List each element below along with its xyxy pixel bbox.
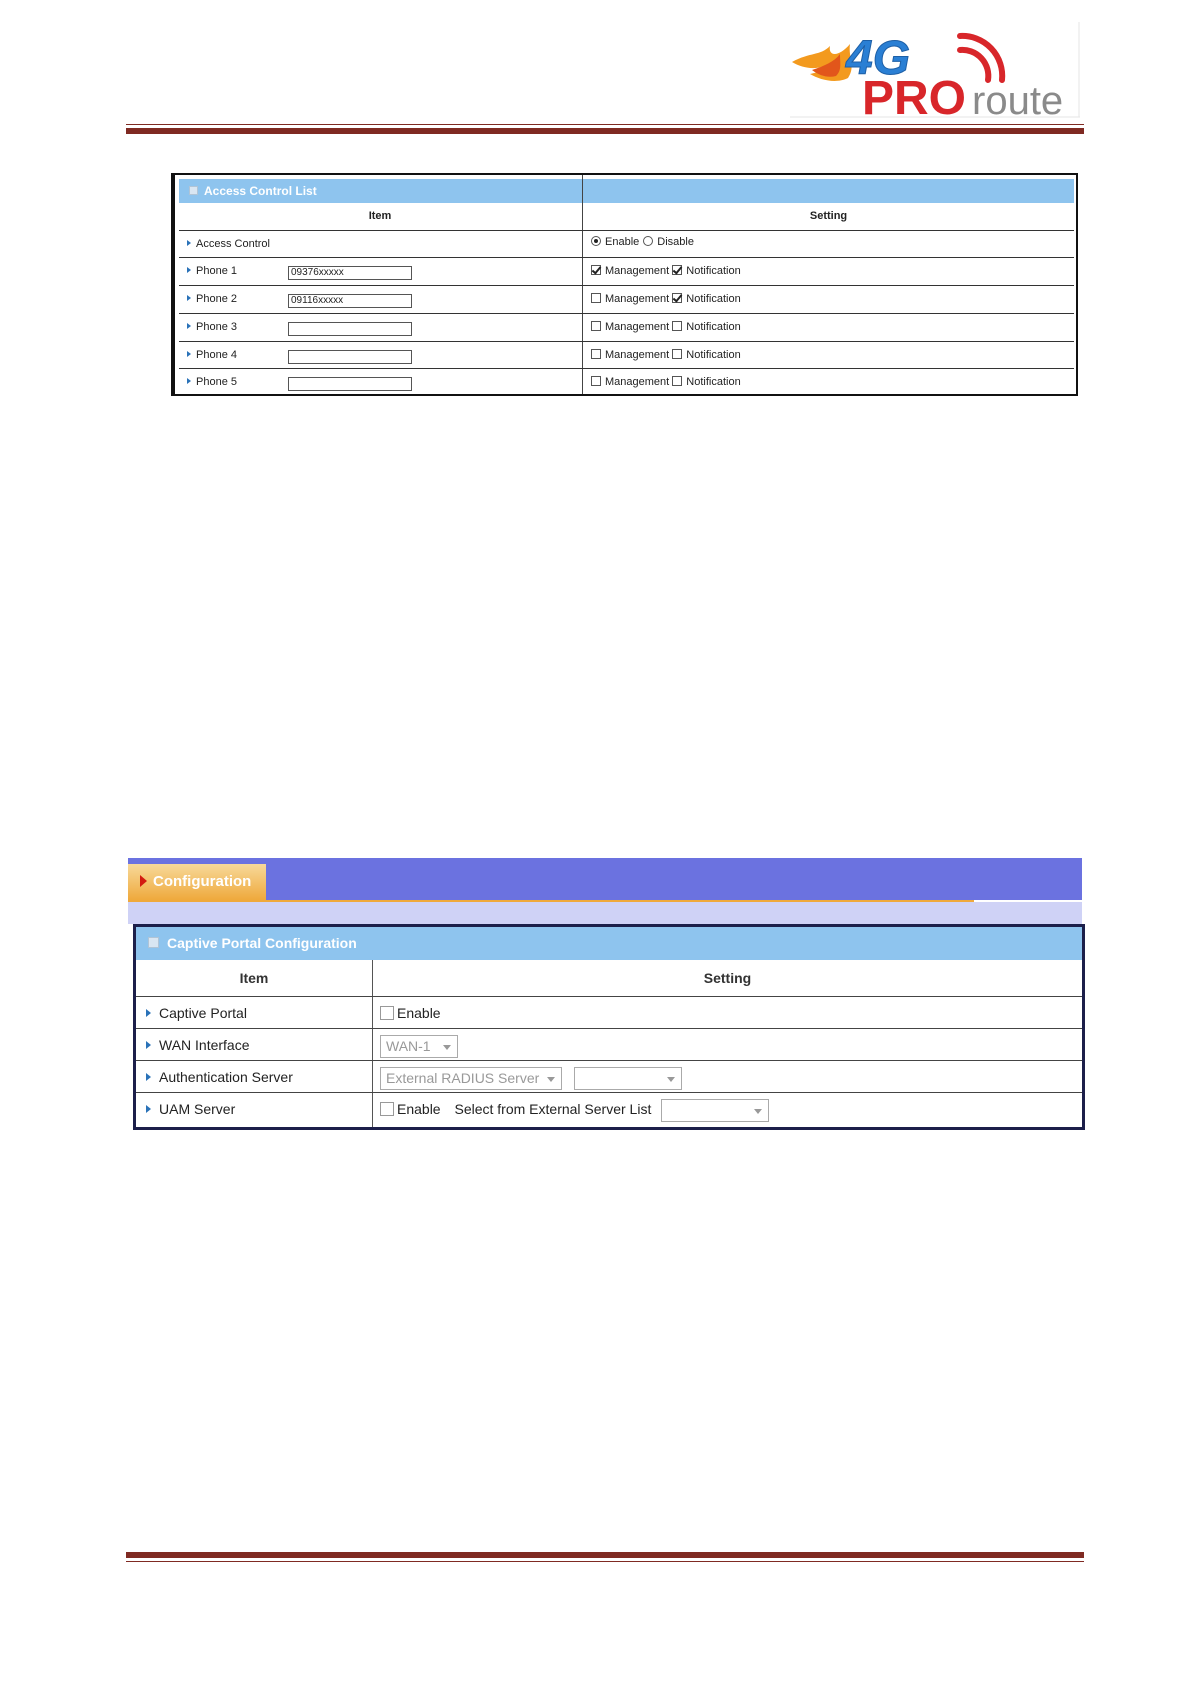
captive-row-uam-server <box>136 1092 1082 1125</box>
phone-4-input[interactable] <box>288 350 412 364</box>
logo-graphic <box>790 22 1080 118</box>
signal-icon <box>960 36 1002 80</box>
footer-rule-thin <box>126 1561 1084 1562</box>
captive-portal-title: Captive Portal Configuration <box>167 935 357 951</box>
wan-interface-label: WAN Interface <box>146 1029 250 1061</box>
phone-2-setting: Management Notification <box>591 286 741 313</box>
phone-2-notification-checkbox[interactable] <box>672 293 682 303</box>
phone-2-input[interactable]: 09116xxxxx <box>288 294 412 308</box>
footer-rule <box>126 1552 1084 1558</box>
captive-portal-title-bar <box>136 927 1082 960</box>
disable-radio[interactable] <box>643 236 653 246</box>
phone-5-setting: Management Notification <box>591 369 741 396</box>
logo-4g-text: 4G <box>846 32 911 85</box>
captive-portal-label: Captive Portal <box>146 997 247 1029</box>
captive-portal-enable-label: Enable <box>397 1005 441 1021</box>
panel-bullet-icon <box>189 186 198 195</box>
logo-route-text: route <box>972 79 1064 118</box>
uam-server-label: UAM Server <box>146 1093 235 1125</box>
phone-3-notification-checkbox[interactable] <box>672 321 682 331</box>
phone-5-notification-checkbox[interactable] <box>672 376 682 386</box>
uam-server-enable-checkbox[interactable] <box>380 1102 394 1116</box>
uam-select-label: Select from External Server List <box>454 1101 652 1117</box>
phone-4-management-checkbox[interactable] <box>591 349 601 359</box>
row-arrow-icon <box>187 240 191 246</box>
phone-label: Phone 2 <box>187 286 237 313</box>
phone-5-input[interactable] <box>288 377 412 391</box>
access-control-label: Access Control <box>187 231 270 258</box>
enable-radio[interactable] <box>591 236 601 246</box>
wan-interface-select[interactable]: WAN-1 <box>380 1035 458 1058</box>
authentication-server-setting <box>380 1061 682 1093</box>
phone-label: Phone 1 <box>187 258 237 285</box>
chevron-down-icon <box>667 1077 675 1082</box>
captive-portal-enable-checkbox[interactable] <box>380 1006 394 1020</box>
radius-server-select[interactable] <box>574 1067 682 1090</box>
phone-1-notification-checkbox[interactable] <box>672 265 682 275</box>
phone-1-input[interactable]: 09376xxxxx <box>288 266 412 280</box>
enable-radio-label: Enable <box>605 236 640 248</box>
header-rule-thin <box>126 124 1084 125</box>
phone-label: Phone 5 <box>187 369 237 396</box>
phone-3-setting: Management Notification <box>591 314 741 341</box>
proroute-logo <box>790 22 1080 118</box>
configuration-tab-label: Configuration <box>153 873 252 890</box>
captive-portal-setting <box>380 997 441 1029</box>
row-arrow-icon <box>146 1009 151 1017</box>
row-arrow-icon <box>146 1041 151 1049</box>
authentication-server-select[interactable]: External RADIUS Server <box>380 1067 562 1090</box>
captive-header-setting: Setting <box>703 970 752 986</box>
configuration-tab[interactable] <box>128 864 266 900</box>
acl-row-phone-4 <box>179 341 1074 369</box>
row-arrow-icon <box>187 267 191 273</box>
chevron-down-icon <box>547 1077 555 1082</box>
chevron-down-icon <box>754 1109 762 1114</box>
tab-arrow-icon <box>140 875 147 887</box>
uam-server-setting <box>380 1093 769 1125</box>
captive-header-item: Item <box>239 970 269 986</box>
logo-pro-text: PRO <box>862 72 967 118</box>
acl-row-access-control <box>179 230 1074 258</box>
phone-1-setting: Management Notification <box>591 258 741 285</box>
acl-title: Access Control List <box>204 184 317 198</box>
acl-header-item: Item <box>368 210 392 222</box>
flame-icon <box>792 44 852 81</box>
authentication-server-label: Authentication Server <box>146 1061 293 1093</box>
acl-title-bar <box>179 179 1074 203</box>
phone-1-management-checkbox[interactable] <box>591 265 601 275</box>
acl-row-phone-1 <box>179 257 1074 285</box>
external-server-list-select[interactable] <box>661 1099 769 1122</box>
row-arrow-icon <box>187 295 191 301</box>
access-control-setting <box>591 229 694 256</box>
phone-5-management-checkbox[interactable] <box>591 376 601 386</box>
row-arrow-icon <box>146 1105 151 1113</box>
phone-3-input[interactable] <box>288 322 412 336</box>
wan-interface-setting <box>380 1029 458 1061</box>
access-control-list-panel <box>171 173 1078 396</box>
configuration-header-band <box>128 858 1082 900</box>
acl-header-setting: Setting <box>809 210 848 222</box>
chevron-down-icon <box>443 1045 451 1050</box>
row-arrow-icon <box>146 1073 151 1081</box>
phone-3-management-checkbox[interactable] <box>591 321 601 331</box>
phone-label: Phone 3 <box>187 314 237 341</box>
acl-row-phone-3 <box>179 313 1074 341</box>
phone-label: Phone 4 <box>187 342 237 369</box>
row-arrow-icon <box>187 378 191 384</box>
header-rule <box>126 128 1084 134</box>
phone-4-notification-checkbox[interactable] <box>672 349 682 359</box>
row-arrow-icon <box>187 351 191 357</box>
disable-radio-label: Disable <box>657 236 694 248</box>
row-arrow-icon <box>187 323 191 329</box>
captive-row-authentication-server <box>136 1060 1082 1093</box>
captive-portal-panel <box>133 924 1085 1130</box>
panel-bullet-icon <box>148 937 159 948</box>
configuration-subband <box>128 902 1082 924</box>
phone-2-management-checkbox[interactable] <box>591 293 601 303</box>
captive-row-wan-interface <box>136 1028 1082 1061</box>
acl-row-phone-2 <box>179 285 1074 313</box>
phone-4-setting: Management Notification <box>591 342 741 369</box>
captive-row-captive-portal <box>136 996 1082 1029</box>
uam-server-enable-label: Enable <box>397 1101 441 1117</box>
acl-row-phone-5 <box>179 368 1074 396</box>
